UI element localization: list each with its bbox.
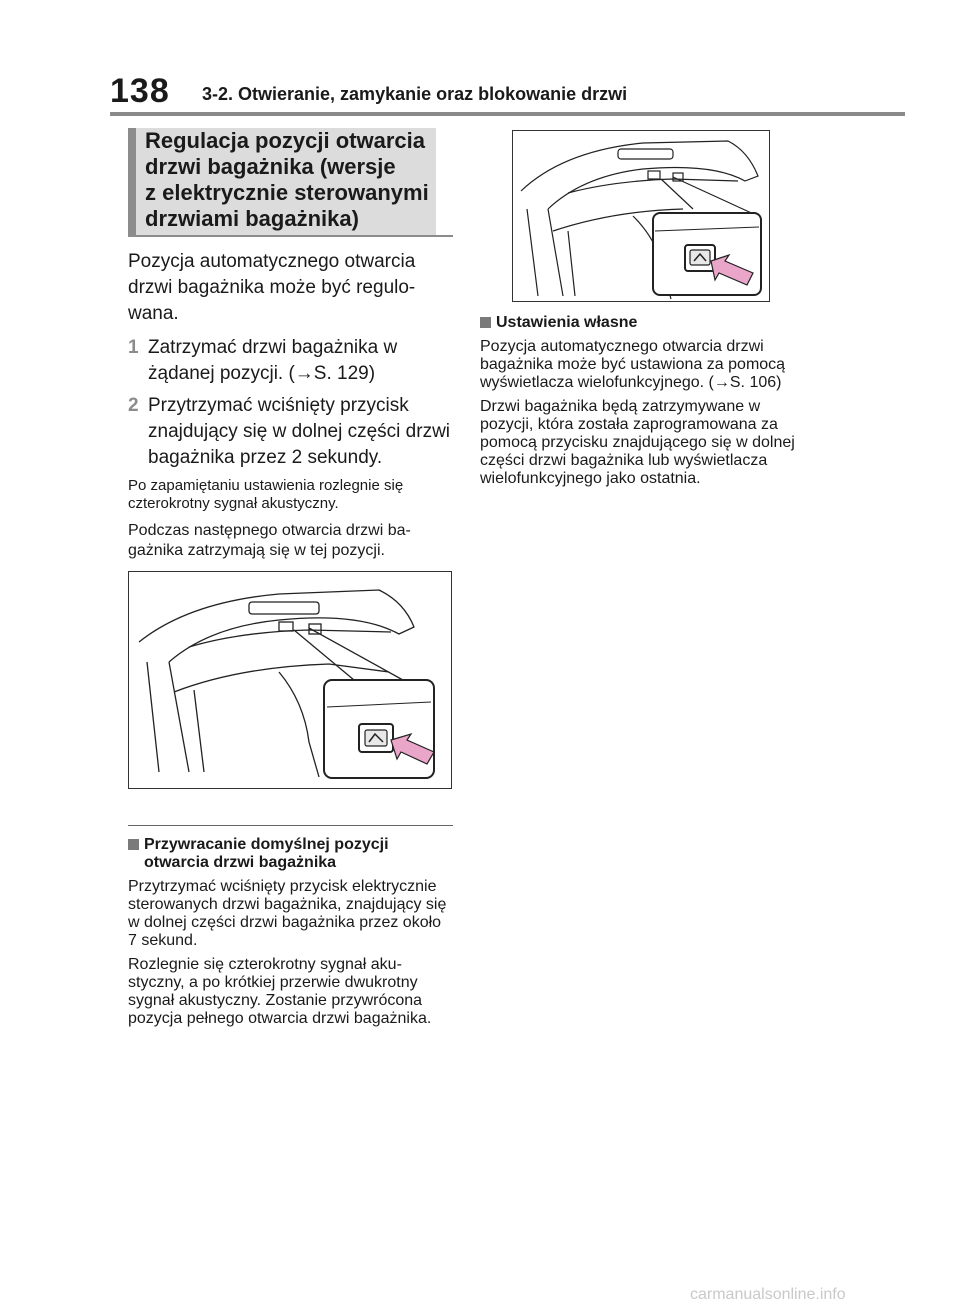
paragraph: Przytrzymać wciśnięty przycisk elektrycznie sterowanych drzwi bagażnika, znajdujący się w dolnej części drzwi bagażnika przez około 7 sekund. xyxy=(128,878,447,949)
step-text: Przytrzymać wciśnięty przycisk znajdujący się w dolnej części drzwi bagażnika przez 2 sekundy. xyxy=(148,395,451,468)
zoom-inset xyxy=(324,680,434,778)
section-title-line: drzwi bagażnika (wersje xyxy=(145,154,396,179)
step-2 xyxy=(128,393,453,471)
square-bullet-icon xyxy=(480,317,491,328)
right-column xyxy=(480,314,800,494)
paragraph: Rozlegnie się czterokrotny sygnał akustyczny, a po krótkiej przerwie dwukrotny sygnał akustyczny. Zostanie przywrócona pozycja pełnego otwarcia drzwi bagażnika. xyxy=(128,956,432,1027)
section-title-line: z elektrycznie sterowanymi xyxy=(145,180,429,205)
header-rule xyxy=(110,112,905,116)
intro-text: Pozycja automatycznego otwarcia drzwi bagażnika może być regulowana. xyxy=(128,251,416,324)
section-rule xyxy=(128,235,453,237)
note-text: Podczas następnego otwarcia drzwi bagażnika zatrzymają się w tej pozycji. xyxy=(128,522,411,559)
step-1 xyxy=(128,335,453,387)
subsection-heading xyxy=(480,314,800,332)
section-title-line: Regulacja pozycji otwarcia xyxy=(145,128,425,153)
section-title-line: drzwiami bagażnika) xyxy=(145,206,359,231)
subsection-heading xyxy=(128,836,453,872)
subsection-heading-text: Ustawienia własne xyxy=(496,314,638,331)
paragraph: Pozycja automatycznego otwarcia drzwi bagażnika może być ustawiona za pomocą wyświetlacza wielofunkcyjnego. (→S. 106) xyxy=(480,338,786,391)
section-divider xyxy=(128,825,453,826)
note-text: Po zapamiętaniu ustawienia rozlegnie się czterokrotny sygnał akustyczny. xyxy=(128,477,404,512)
subsection-heading-text: Przywracanie domyślnej pozycji otwarcia drzwi bagażnika xyxy=(144,836,389,871)
step-number: 2 xyxy=(128,395,139,416)
trunk-door-drawing xyxy=(513,131,768,300)
trunk-door-drawing xyxy=(129,572,450,787)
chapter-title: 3-2. Otwieranie, zamykanie oraz blokowanie drzwi xyxy=(202,84,628,104)
section-heading-box xyxy=(128,128,436,235)
square-bullet-icon xyxy=(128,839,139,850)
trunk-door-illustration-2 xyxy=(512,130,770,302)
paragraph: Drzwi bagażnika będą zatrzymywane w pozycji, która została zaprogramowana za pomocą przycisku znajdującego się w dolnej części drzwi bagażnika lub wyświetlacza wielofunkcyjnego jako ostatnia. xyxy=(480,398,795,487)
step-text: Zatrzymać drzwi bagażnika w żądanej pozycji. (→S. 129) xyxy=(148,337,398,384)
page-number: 138 xyxy=(110,72,170,110)
trunk-door-illustration xyxy=(128,571,452,789)
step-number: 1 xyxy=(128,337,139,358)
left-column xyxy=(128,128,453,1034)
page-header xyxy=(0,0,960,120)
watermark: carmanualsonline.info xyxy=(690,1286,846,1303)
